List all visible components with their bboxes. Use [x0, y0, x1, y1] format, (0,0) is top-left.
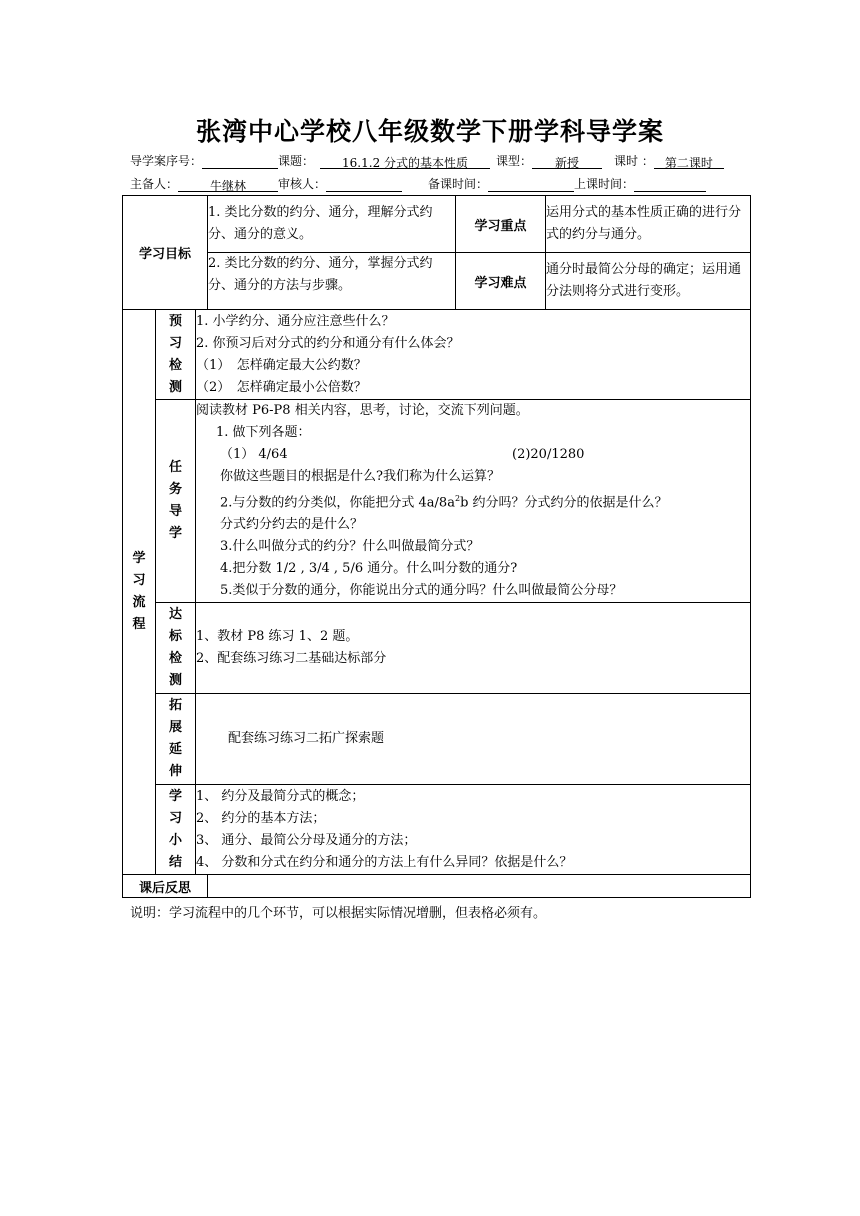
preparer-value: 牛继林: [178, 177, 278, 192]
period-value: 第二课时: [654, 154, 724, 169]
task-intro: 阅读教材 P6-P8 相关内容，思考，讨论，交流下列问题。: [196, 403, 529, 418]
difficulty-value: 通分时最简公分母的确定；运用通分法则将分式进行变形。: [546, 253, 751, 310]
check-content: [196, 603, 751, 694]
preview-line: （1） 怎样确定最大公约数？: [196, 357, 367, 373]
prep-time-value: [488, 177, 574, 192]
type-label: 课型：: [496, 154, 533, 168]
preview-line: （2） 怎样确定最小公倍数？: [196, 379, 367, 395]
task-q2-exponent: 2: [454, 494, 461, 503]
task-content: [196, 400, 751, 603]
summary-line: 2、 约分的基本方法；: [196, 810, 326, 826]
preview-label: 预 习 检 测: [156, 310, 196, 400]
page-title: 张湾中心学校八年级数学下册学科导学案: [195, 117, 664, 146]
type-value: 新授: [532, 154, 602, 169]
task-q1a: （1） 4/64: [220, 447, 288, 462]
summary-line: 4、 分数和分式在约分和通分的方法上有什么异同？依据是什么？: [196, 854, 573, 870]
summary-line: 3、 通分、最简公分母及通分的方法；: [196, 832, 417, 848]
goal-item-2: 2. 类比分数的约分、通分，掌握分式约分、通分的方法与步骤。: [208, 253, 456, 310]
goal-item-1: 1. 类比分数的约分、通分，理解分式约分、通分的意义。: [208, 196, 456, 253]
task-q3: 3.什么叫做分式的约分？什么叫做最简分式？: [220, 539, 480, 555]
reviewer-label: 审核人：: [278, 177, 327, 191]
extend-label: 拓 展 延 伸: [156, 694, 196, 785]
serial-value: [202, 154, 278, 169]
reflection-value: [208, 875, 751, 898]
meta-row-1: [130, 152, 724, 169]
preview-line: 1. 小学约分、通分应注意些什么？: [196, 313, 395, 329]
meta-row-2: [130, 175, 706, 192]
class-time-value: [634, 177, 706, 192]
summary-content: [196, 785, 751, 875]
task-q1c: 你做这些题目的根据是什么?我们称为什么运算？: [220, 469, 500, 484]
task-q4: 4.把分数 1/2 , 3/4 , 5/6 通分。什么叫分数的通分?: [220, 561, 518, 577]
goals-label: 学习目标: [123, 196, 208, 310]
preview-line: 2. 你预习后对分式的约分和通分有什么体会？: [196, 335, 460, 351]
reviewer-value: [326, 177, 402, 192]
task-q1b: (2)20/1280: [512, 447, 585, 462]
task-label: 任 务 导 学: [156, 400, 196, 603]
check-line: 2、配套练习练习二基础达标部分: [196, 651, 387, 667]
key-point-label: 学习重点: [456, 196, 546, 253]
task-q2-text: 2.与分数的约分类似，你能把分式 4a/8a: [220, 495, 455, 511]
check-line: 1、教材 P8 练习 1、2 题。: [196, 629, 359, 645]
reflection-label: 课后反思: [123, 875, 208, 898]
summary-label: 学 习 小 结: [156, 785, 196, 875]
check-label: 达 标 检 测: [156, 603, 196, 694]
serial-label: 导学案序号：: [130, 154, 203, 168]
study-plan-table: [122, 195, 751, 898]
class-time-label: 上课时间：: [574, 177, 635, 191]
process-label: 学 习 流 程: [123, 310, 156, 875]
summary-line: 1、 约分及最简分式的概念；: [196, 788, 365, 804]
task-q1-items: [196, 444, 750, 466]
difficulty-label: 学习难点: [456, 253, 546, 310]
period-label: 课时 ：: [614, 154, 654, 168]
task-q2b: 分式约分约去的是什么？: [220, 517, 364, 533]
task-q2: [196, 488, 750, 514]
prep-time-label: 备课时间：: [428, 177, 489, 191]
topic-value: 16.1.2 分式的基本性质: [320, 154, 490, 169]
task-q2-text-end: b 约分吗？分式约分的依据是什么？: [460, 495, 668, 511]
task-q1: 1. 做下列各题：: [216, 425, 311, 440]
extend-content: 配套练习练习二拓广探索题: [196, 694, 751, 785]
preview-content: [196, 310, 751, 400]
preparer-label: 主备人：: [130, 177, 179, 191]
key-point-value: 运用分式的基本性质正确的进行分式的约分与通分。: [546, 196, 751, 253]
topic-label: 课题：: [278, 154, 315, 168]
task-q5: 5.类似于分数的通分，你能说出分式的通分吗？什么叫做最简公分母？: [220, 583, 623, 599]
footnote: 说明：学习流程中的几个环节，可以根据实际情况增删，但表格必须有。: [130, 906, 547, 921]
